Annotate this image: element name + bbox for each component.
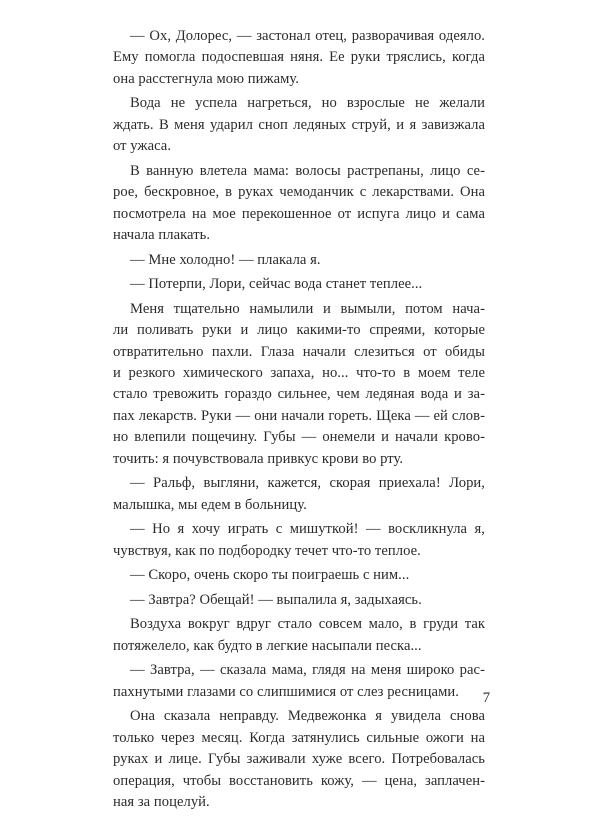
text-line: Меня тщательно намылили и вымыли, потом нача- [130, 300, 485, 317]
paragraph [113, 590, 485, 611]
paragraph [113, 274, 485, 295]
body-text [113, 26, 485, 817]
paragraph [113, 565, 485, 586]
text-line: руках и лице. Губы заживали хуже всего. Потребовалась [113, 751, 485, 768]
text-line: Она сказала неправду. Медвежонка я увидела снова [130, 708, 485, 725]
text-line: начала плакать. [113, 227, 211, 244]
text-line: — Ральф, выгляни, кажется, скорая приехала! Лори, [130, 475, 485, 492]
text-line: — Потерпи, Лори, сейчас вода станет теплее... [130, 276, 423, 293]
text-line: чувствуя, как по подбородку течет что-то теплое. [113, 542, 421, 559]
text-line: — Ох, Долорес, — застонал отец, разворачивая одеяло. [130, 28, 485, 44]
text-line: посмотрела на мое перекошенное от испуга лицо и сама [113, 205, 485, 222]
text-line: ждать. В меня ударил сноп ледяных струй, и я завизжала [113, 116, 485, 133]
text-line: ная за поцелуй. [113, 794, 210, 811]
text-line: — Но я хочу играть с мишуткой! — воскликнула я, [130, 521, 485, 538]
text-line: — Завтра? Обещай! — выпалила я, задыхаясь. [130, 591, 422, 608]
text-line: от ужаса. [113, 138, 172, 155]
text-line: рое, бескровное, в руках чемоданчик с лекарствами. Она [113, 184, 485, 201]
text-line: пах лекарств. Руки — они начали гореть. Щека — ей слов- [113, 407, 485, 424]
paragraph [113, 519, 485, 562]
paragraph [113, 161, 485, 247]
paragraph [113, 299, 485, 470]
paragraph [113, 614, 485, 657]
text-line: только через месяц. Когда затянулись сильные ожоги на [113, 729, 485, 746]
paragraph [113, 250, 485, 271]
text-line: — Мне холодно! — плакала я. [130, 251, 321, 268]
paragraph [113, 26, 485, 90]
paragraph [113, 706, 485, 813]
text-line: малышка, мы едем в больницу. [113, 496, 307, 513]
text-line: Ему помогла подоспевшая няня. Ее руки тряслись, когда [113, 49, 485, 66]
text-line: операция, чтобы восстановить кожу, — цена, заплачен- [113, 772, 485, 789]
paragraph [113, 93, 485, 157]
text-line: В ванную влетела мама: волосы растрепаны, лицо се- [130, 162, 485, 179]
text-line: и резкого химического запаха, но... что-то в моем теле [113, 365, 485, 382]
text-line: она расстегнула мою пижаму. [113, 70, 300, 87]
text-line: но влепили пощечину. Губы — онемели и начали крово- [113, 429, 485, 446]
page-number: 7 [482, 690, 490, 706]
text-line: стало тревожить гораздо сильнее, чем ледяная вода и за- [113, 386, 485, 403]
paragraph [113, 473, 485, 516]
text-line: потяжелело, как будто в легкие насыпали песка... [113, 637, 422, 654]
text-line: отвратительно пахли. Глаза начали слезиться от обиды [113, 343, 485, 360]
text-line: точить: я почувствовала привкус крови во рту. [113, 450, 404, 467]
text-line: — Скоро, очень скоро ты поиграешь с ним... [130, 567, 410, 584]
text-line: ли поливать руки и лицо какими-то спреями, которые [113, 322, 485, 339]
text-line: Воздуха вокруг вдруг стало совсем мало, в груди так [130, 616, 485, 633]
text-line: пахнутыми глазами со слипшимися от слез ресницами. [113, 683, 459, 700]
text-line: Вода не успела нагреться, но взрослые не желали [130, 95, 485, 112]
paragraph [113, 660, 485, 703]
text-line: — Завтра, — сказала мама, глядя на меня широко рас- [130, 662, 485, 679]
